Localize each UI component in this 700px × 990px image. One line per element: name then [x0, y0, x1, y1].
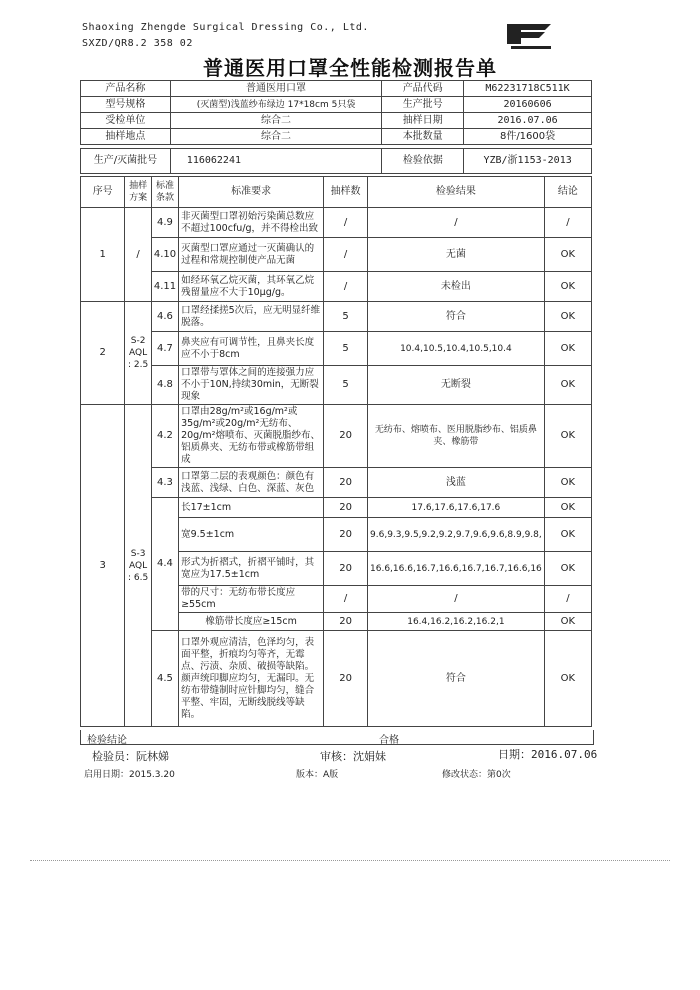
batch: 20160606	[464, 97, 592, 113]
samples: 20	[324, 498, 368, 518]
samples: /	[324, 586, 368, 613]
requirement: 口罩由28g/m²或16g/m²或35g/m²或20g/m²无纺布、20g/m²熔喷布、灭菌脱脂纱布、铝质鼻夹、无纺布带或橡筋带组成	[179, 405, 324, 468]
verdict: OK	[544, 405, 591, 468]
conclusion: 合格	[379, 735, 399, 746]
info-table	[80, 80, 592, 145]
col-req: 标准要求	[179, 177, 324, 208]
group-plan: S-2 AQL : 2.5	[125, 302, 151, 405]
verdict: OK	[544, 302, 591, 332]
basis: YZB/浙1153-2013	[464, 149, 592, 174]
result: 17.6,17.6,17.6,17.6	[368, 498, 545, 518]
product-name-label: 产品名称	[81, 81, 171, 97]
table-row	[81, 498, 592, 518]
document-number: SXZD/QR8.2 358 02	[82, 38, 193, 49]
table-row	[81, 631, 592, 727]
conclusion-row	[80, 730, 594, 745]
group-seq: 1	[81, 208, 125, 302]
samples: 20	[324, 405, 368, 468]
group-seq: 2	[81, 302, 125, 405]
verdict: OK	[544, 366, 591, 405]
requirement: 带的尺寸：无纺布带长度应≥55cm	[179, 586, 324, 613]
result: 9.6,9.3,9.5,9.2,9.2,9.7,9.6,9.6,8.9,9.8,	[368, 518, 545, 552]
inspector: 检验员：阮林娣	[92, 750, 169, 763]
table-row	[81, 272, 592, 302]
table-row	[81, 468, 592, 498]
samples: 20	[324, 518, 368, 552]
result: 符合	[368, 302, 545, 332]
samples: /	[324, 272, 368, 302]
requirement: 鼻夹应有可调节性，且鼻夹长度应不小于8cm	[179, 332, 324, 366]
result: 16.6,16.6,16.7,16.6,16.7,16.7,16.6,16	[368, 552, 545, 586]
requirement: 口罩带与罩体之间的连接强力应不小于10N,持续30min，无断裂现象	[179, 366, 324, 405]
verdict: /	[544, 586, 591, 613]
table-row	[81, 366, 592, 405]
clause: 4.6	[151, 302, 178, 332]
model: (灭菌型)浅蓝纱布绿边 17*18cm 5只袋	[170, 97, 382, 113]
col-result: 检验结果	[368, 177, 545, 208]
clause: 4.8	[151, 366, 178, 405]
requirement: 橡筋带长度应≥15cm	[179, 613, 324, 631]
clause: 4.10	[151, 238, 178, 272]
sample-date-label: 抽样日期	[382, 113, 464, 129]
verdict: OK	[544, 272, 591, 302]
qty-label: 本批数量	[382, 129, 464, 145]
unit: 综合二	[170, 113, 382, 129]
verdict: OK	[544, 552, 591, 586]
company-name: Shaoxing Zhengde Surgical Dressing Co., Ltd.	[82, 22, 369, 33]
lot-number: 116062241	[170, 149, 382, 174]
samples: 5	[324, 332, 368, 366]
requirement: 口罩经揉搓5次后，应无明显纤维脱落。	[179, 302, 324, 332]
result: 未检出	[368, 272, 545, 302]
result: 无断裂	[368, 366, 545, 405]
samples: 5	[324, 302, 368, 332]
basis-label: 检验依据	[382, 149, 464, 174]
table-row	[81, 405, 592, 468]
verdict: OK	[544, 332, 591, 366]
col-verdict: 结论	[544, 177, 591, 208]
requirement: 形式为折褶式，折褶平铺时，其宽应为17.5±1cm	[179, 552, 324, 586]
qty: 8件/1600袋	[464, 129, 592, 145]
clause: 4.11	[151, 272, 178, 302]
zhengde-logo-icon	[505, 20, 555, 52]
clause: 4.2	[151, 405, 178, 468]
verdict: OK	[544, 498, 591, 518]
col-clause: 标准条款	[151, 177, 178, 208]
result: 符合	[368, 631, 545, 727]
requirement: 口罩第二层的表观颜色：颜色有浅蓝、浅绿、白色、深蓝、灰色	[179, 468, 324, 498]
result: 无纺布、熔喷布、医用脱脂纱布、铝质鼻夹、橡筋带	[368, 405, 545, 468]
verdict: OK	[544, 518, 591, 552]
requirement: 宽9.5±1cm	[179, 518, 324, 552]
verdict: OK	[544, 238, 591, 272]
group-plan: /	[125, 208, 151, 302]
clause: 4.4	[151, 498, 178, 631]
clause: 4.7	[151, 332, 178, 366]
test-table	[80, 176, 592, 727]
place-label: 抽样地点	[81, 129, 171, 145]
revision-status: 修改状态：第0次	[442, 770, 511, 780]
requirement: 口罩外观应清洁，色泽均匀，表面平整，折痕均匀等齐，无霉点、污渍、杂质、破损等缺陷。颜声统印脚应均匀，无漏印。无纺布带缝制时应针脚均匀，缝合平整、牢固，无断线脱线等缺陷。	[179, 631, 324, 727]
scan-artifact-line	[30, 860, 670, 862]
batch-label: 生产批号	[382, 97, 464, 113]
verdict: OK	[544, 631, 591, 727]
clause: 4.9	[151, 208, 178, 238]
result: 16.4,16.2,16.2,16.2,1	[368, 613, 545, 631]
samples: 20	[324, 631, 368, 727]
requirement: 灭菌型口罩应通过一灭菌确认的过程和常规控制使产品无菌	[179, 238, 324, 272]
report-date: 日期：2016.07.06	[498, 748, 598, 761]
result: 浅蓝	[368, 468, 545, 498]
table-row	[81, 302, 592, 332]
requirement: 长17±1cm	[179, 498, 324, 518]
verdict: OK	[544, 613, 591, 631]
result: /	[368, 208, 545, 238]
group-plan: S-3 AQL : 6.5	[125, 405, 151, 727]
model-label: 型号规格	[81, 97, 171, 113]
result: /	[368, 586, 545, 613]
col-seq: 序号	[81, 177, 125, 208]
samples: 20	[324, 468, 368, 498]
result: 无菌	[368, 238, 545, 272]
reviewer: 审核：沈娟妹	[320, 750, 386, 763]
col-plan: 抽样方案	[125, 177, 151, 208]
verdict: /	[544, 208, 591, 238]
version: 版本：A版	[296, 770, 339, 780]
col-samples: 抽样数	[324, 177, 368, 208]
requirement: 非灭菌型口罩初始污染菌总数应不超过100cfu/g，并不得检出致	[179, 208, 324, 238]
result: 10.4,10.5,10.4,10.5,10.4	[368, 332, 545, 366]
table-row	[81, 332, 592, 366]
conclusion-label: 检验结论	[87, 735, 127, 746]
enable-date: 启用日期：2015.3.20	[84, 770, 175, 780]
samples: 5	[324, 366, 368, 405]
product-code: M62231718C511K	[464, 81, 592, 97]
samples: 20	[324, 613, 368, 631]
product-name: 普通医用口罩	[170, 81, 382, 97]
unit-label: 受检单位	[81, 113, 171, 129]
table-row	[81, 238, 592, 272]
samples: /	[324, 238, 368, 272]
requirement: 如经环氧乙烷灭菌，其环氧乙烷残留量应不大于10μg/g。	[179, 272, 324, 302]
product-code-label: 产品代码	[382, 81, 464, 97]
table-row	[81, 208, 592, 238]
sample-date: 2016.07.06	[464, 113, 592, 129]
lot-table	[80, 148, 592, 174]
report-title: 普通医用口罩全性能检测报告单	[203, 56, 497, 80]
verdict: OK	[544, 468, 591, 498]
group-seq: 3	[81, 405, 125, 727]
clause: 4.3	[151, 468, 178, 498]
clause: 4.5	[151, 631, 178, 727]
samples: 20	[324, 552, 368, 586]
place: 综合二	[170, 129, 382, 145]
lot-label: 生产/灭菌批号	[81, 149, 171, 174]
samples: /	[324, 208, 368, 238]
